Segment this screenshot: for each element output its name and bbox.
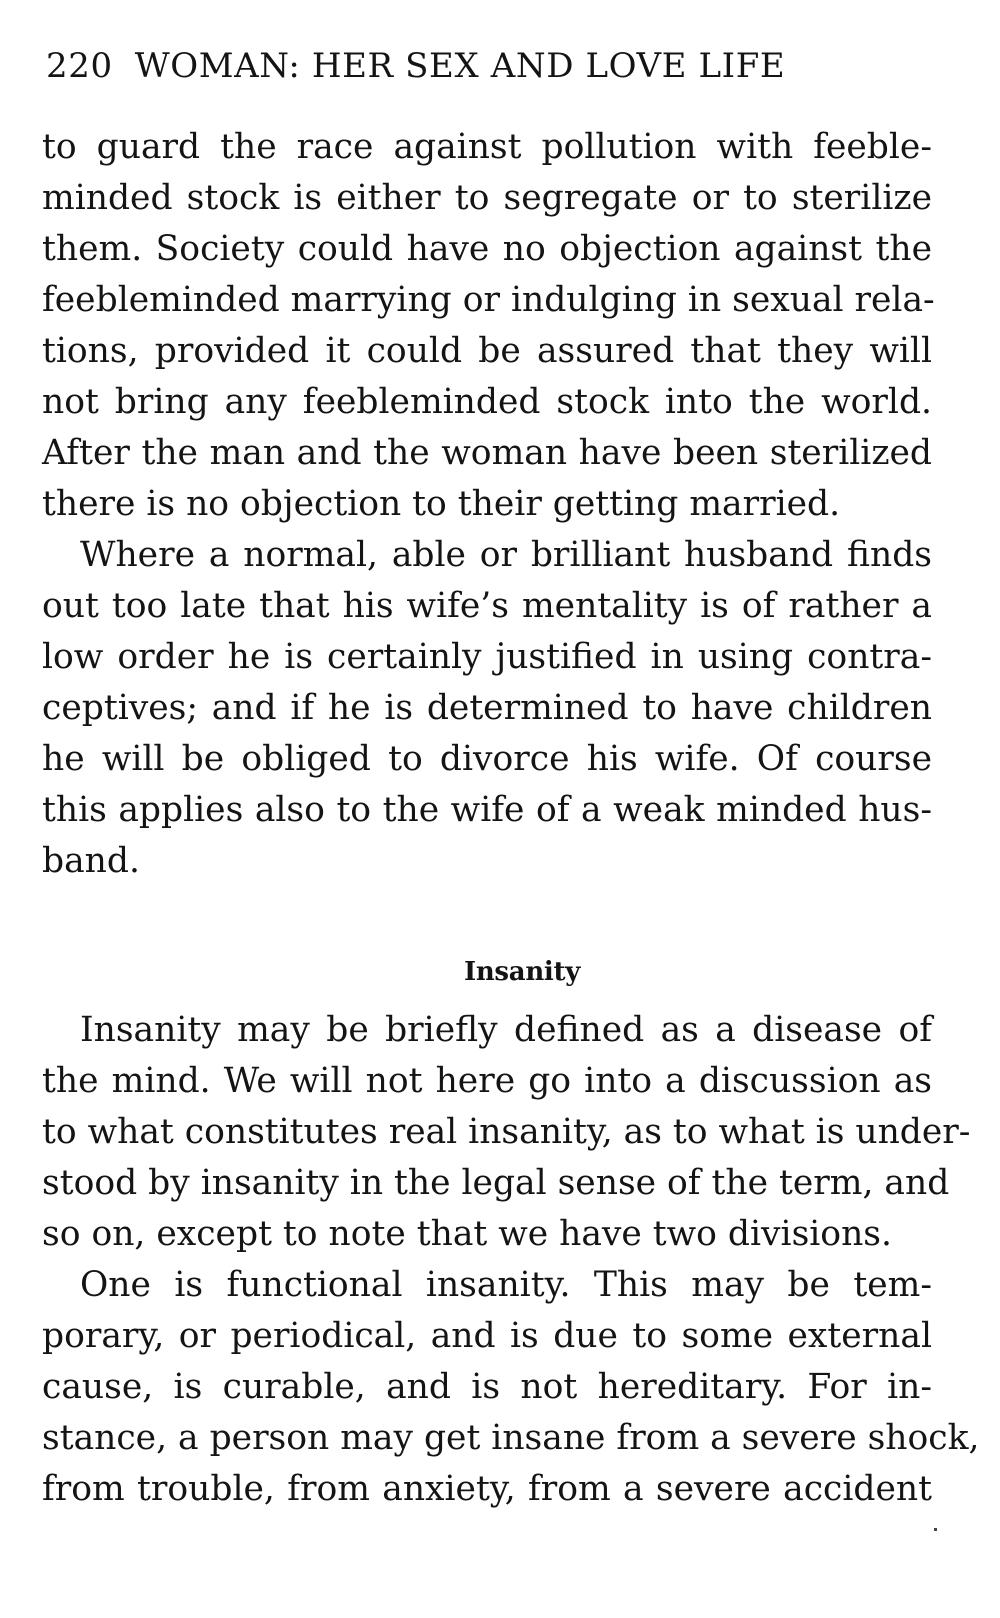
text-line: he will be obliged to divorce his wife. Of course (42, 739, 932, 779)
running-title: WOMAN: HER SEX AND LOVE LIFE (134, 46, 786, 86)
text-line: out too late that his wife’s mentality is of rather a (42, 586, 932, 626)
paragraph-2 (42, 530, 932, 887)
text-line: to guard the race against pollution with feeble- (42, 127, 932, 167)
section-heading: Insanity (463, 957, 581, 987)
text-line: One is functional insanity. This may be tem- (80, 1265, 932, 1305)
text-line: cause, is curable, and is not hereditary. For in- (42, 1367, 932, 1407)
text-line: this applies also to the wife of a weak minded hus- (42, 790, 932, 830)
text-line: porary, or periodical, and is due to some external (42, 1316, 932, 1356)
paragraph-3 (42, 1005, 971, 1260)
text-line: low order he is certainly justified in using contra- (42, 637, 932, 677)
text-line: band. (42, 841, 140, 881)
text-line: from trouble, from anxiety, from a severe accident (42, 1469, 932, 1509)
text-line: them. Society could have no objection against the (42, 229, 932, 269)
text-line: stance, a person may get insane from a severe shock, (42, 1418, 980, 1458)
text-line: to what constitutes real insanity, as to what is under- (42, 1112, 971, 1152)
text-line: Insanity may be briefly defined as a disease of (80, 1010, 932, 1050)
text-line: there is no objection to their getting married. (42, 484, 841, 524)
text-line: stood by insanity in the legal sense of the term, and (42, 1163, 950, 1203)
section-gap (42, 887, 932, 939)
paragraph-1 (42, 122, 935, 530)
text-line: feebleminded marrying or indulging in sexual rela- (42, 280, 935, 320)
text-line: ceptives; and if he is determined to have children (42, 688, 932, 728)
page-number: 220 (46, 46, 113, 86)
text-line: not bring any feebleminded stock into the world. (42, 382, 932, 422)
text-line: the mind. We will not here go into a discussion as (42, 1061, 932, 1101)
text-line: tions, provided it could be assured that they will (42, 331, 932, 371)
text-line: so on, except to note that we have two divisions. (42, 1214, 892, 1254)
page-body (42, 122, 980, 1515)
print-speck (934, 1528, 937, 1531)
text-line: After the man and the woman have been sterilized (42, 433, 932, 473)
paragraph-4 (42, 1260, 980, 1515)
running-header (46, 46, 930, 86)
text-line: minded stock is either to segregate or to sterilize (42, 178, 932, 218)
text-line: Where a normal, able or brilliant husband finds (80, 535, 932, 575)
